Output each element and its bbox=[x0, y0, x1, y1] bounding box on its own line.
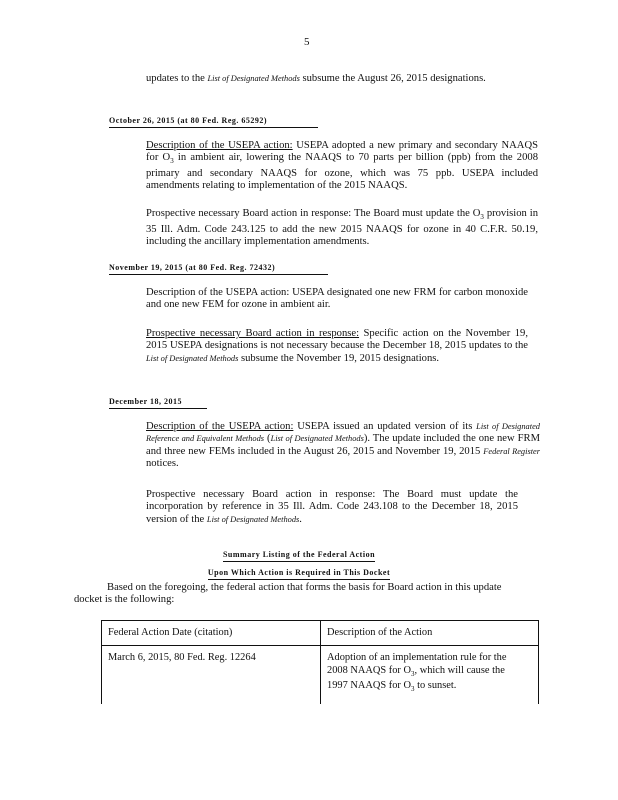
summary-heading-line2: Upon Which Action is Required in This Docket bbox=[208, 568, 390, 580]
description-italic: List of Designated Reference and Equivalent Methods bbox=[146, 422, 540, 444]
summary-heading bbox=[184, 544, 414, 580]
intro-paragraph bbox=[146, 73, 491, 85]
section-december-description bbox=[146, 421, 540, 471]
prospective-text: Specific action on the November 19, 2015 USEPA designations is not necessary because the December 18, 2015 updates to the bbox=[146, 328, 528, 352]
description-text-c: ). The update included the one new FRM and three new FEMs included in the August 26, 2015 and November 19, 2015 bbox=[146, 433, 540, 457]
prospective-italic: List of Designated Methods bbox=[146, 353, 239, 363]
table-cell-description bbox=[321, 646, 539, 705]
prospective-italic: List of Designated Methods bbox=[206, 514, 300, 524]
section-november-prospective bbox=[146, 328, 528, 365]
section-heading-december: December 18, 2015 bbox=[109, 397, 207, 409]
prospective-label: Prospective necessary Board action in response: bbox=[146, 489, 376, 500]
description-label: Description of the USEPA action: bbox=[146, 421, 294, 432]
description-italic-b: List of Designated Methods bbox=[270, 434, 364, 444]
section-heading-november: November 19, 2015 (at 80 Fed. Reg. 72432) bbox=[109, 263, 328, 275]
description-text-cont: in ambient air, lowering the NAAQS to 70 parts per billion (ppb) from the 2008 primary and secondary NAAQS for ozone, which was 75 ppb. USEPA included amendments relating to implementation of the 2015 NAAQS. bbox=[146, 152, 538, 192]
table-row bbox=[102, 646, 539, 705]
cell-text: Adoption of an implementation rule for the 2008 NAAQS for O bbox=[327, 652, 507, 676]
description-text: USEPA issued an updated version of its bbox=[293, 421, 477, 432]
table-header-row bbox=[102, 621, 539, 646]
subscript: 3 bbox=[170, 157, 174, 166]
description-text-b: ( bbox=[264, 433, 271, 445]
prospective-text-cont: provision in 35 Ill. Adm. Code 243.125 to add the new 2015 NAAQS for ozone in 40 C.F.R. 50.19, including the ancillary implementation amendments. bbox=[146, 208, 538, 247]
prospective-text-end: . bbox=[299, 513, 302, 525]
description-label: Description of the USEPA action: bbox=[146, 287, 290, 298]
prospective-text: The Board must update the O bbox=[351, 208, 481, 219]
section-november-description bbox=[146, 287, 528, 312]
section-december-prospective bbox=[146, 489, 518, 526]
section-heading-october: October 26, 2015 (at 80 Fed. Reg. 65292) bbox=[109, 116, 318, 128]
prospective-label: Prospective necessary Board action in response: bbox=[146, 208, 352, 219]
federal-action-table bbox=[101, 620, 539, 704]
table-cell-date: March 6, 2015, 80 Fed. Reg. 12264 bbox=[102, 646, 321, 705]
section-october-description bbox=[146, 140, 538, 193]
description-text: USEPA adopted a new primary and secondary NAAQS for O bbox=[146, 140, 538, 164]
summary-heading-line1: Summary Listing of the Federal Action bbox=[223, 550, 375, 562]
description-text: USEPA designated one new FRM for carbon monoxide and one new FEM for ozone in ambient air. bbox=[146, 287, 528, 311]
description-italic-c: Federal Register bbox=[483, 446, 541, 456]
prospective-text-end: subsume the November 19, 2015 designations. bbox=[238, 352, 440, 364]
subscript: 3 bbox=[480, 213, 484, 222]
intro-italic: List of Designated Methods bbox=[207, 74, 300, 83]
description-label: Description of the USEPA action: bbox=[146, 140, 293, 151]
cell-text-c: to sunset. bbox=[414, 680, 457, 692]
page-number: 5 bbox=[304, 36, 310, 48]
intro-text-end: subsume the August 26, 2015 designations. bbox=[299, 73, 486, 84]
closing-paragraph: Based on the foregoing, the federal action that forms the basis for Board action in this update docket is the following: bbox=[74, 582, 502, 606]
intro-text: updates to the bbox=[146, 73, 208, 84]
prospective-text: The Board must update the incorporation by reference in 35 Ill. Adm. Code 243.108 to the December 18, 2015 version of the bbox=[146, 489, 518, 525]
prospective-label: Prospective necessary Board action in response: bbox=[146, 328, 360, 339]
description-text-d: notices. bbox=[146, 458, 179, 470]
table-header-date: Federal Action Date (citation) bbox=[102, 621, 321, 646]
section-october-prospective bbox=[146, 208, 538, 248]
subscript: 3 bbox=[411, 685, 415, 694]
table-header-description: Description of the Action bbox=[321, 621, 539, 646]
cell-text-b: , which will cause the 1997 NAAQS for O bbox=[327, 664, 505, 692]
subscript: 3 bbox=[411, 669, 415, 678]
